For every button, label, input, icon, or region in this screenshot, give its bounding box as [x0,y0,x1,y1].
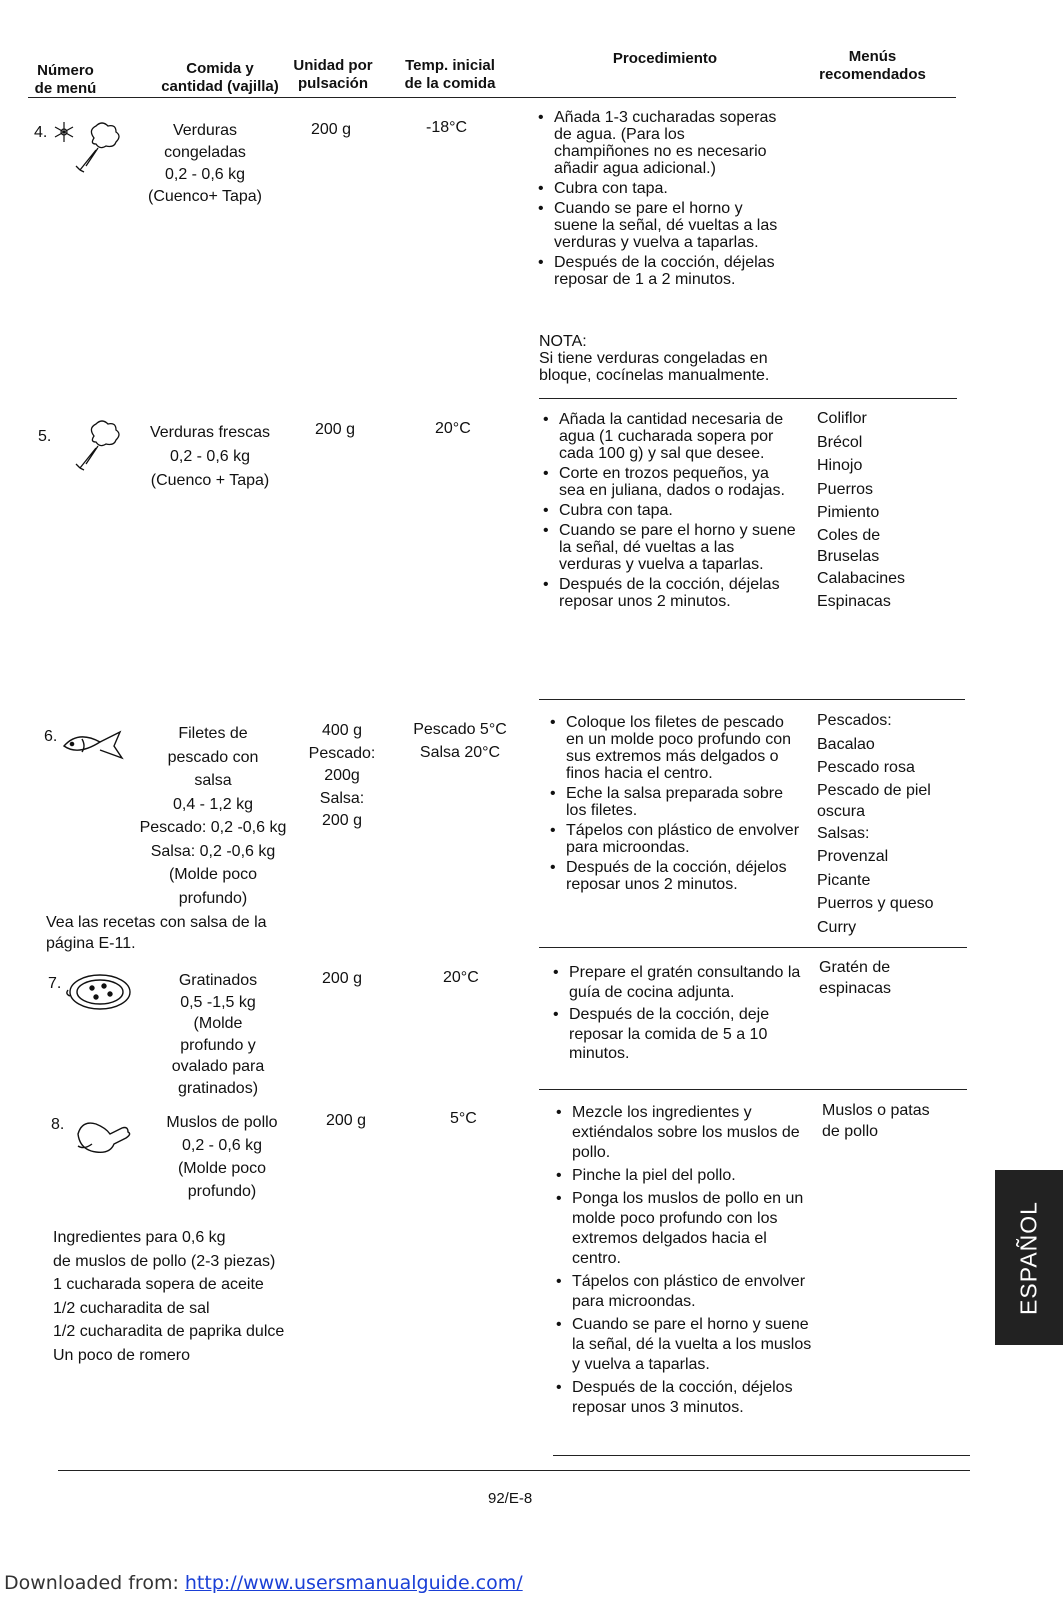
recommended-item: Pescado de piel oscura [817,781,931,820]
row6-unit: 400 g Pescado: 200g Salsa: 200 g [308,722,376,829]
page-number: 92/E-8 [488,1490,533,1507]
language-tab [995,1170,1063,1345]
row4-food: Verduras congeladas 0,2 - 0,6 kg (Cuenco+ Tapa) [148,122,262,205]
recommended-item: Coles de Bruselas [817,526,881,565]
list-item: • Añada la cantidad necesaria de agua (1 cucharada sopera por cada 100 g) y sal que desee. [539,411,799,462]
list-item: • Después de la cocción, deje reposar la comida de 5 a 10 minutos. [549,1005,809,1064]
page-bottom-rule [58,1470,970,1471]
row4-procedure-list [534,109,784,291]
row6-recommended [817,709,977,939]
header-recommended-menus: Menús recomendados [819,48,926,83]
row4-unit: 200 g [311,121,352,138]
row4-temp: -18°C [426,119,468,136]
broccoli-icon [76,123,119,172]
row7-food: Gratinados 0,5 -1,5 kg (Molde profundo y ovalado para gratinados) [171,972,265,1097]
footer-prefix: Downloaded from: [4,1572,185,1594]
list-item: • Cubra con tapa. [534,180,784,197]
recommended-item: Pescados: [817,712,892,729]
snowflake-icon [55,122,73,142]
row6-temp: Pescado 5°C Salsa 20°C [413,721,507,761]
row8-food: Muslos de pollo 0,2 - 0,6 kg (Molde poco profundo) [166,1114,278,1200]
row5-recommended [817,407,967,614]
row5-number: 5. [38,428,52,445]
recommended-item: Curry [817,918,857,936]
list-item: • Tápelos con plástico de envolver para microondas. [552,1272,812,1312]
list-item: • Después de la cocción, déjelos reposar unos 3 minutos. [552,1378,812,1418]
list-item: • Prepare el gratén consultando la guía de cocina adjunta. [549,963,809,1002]
list-item: • Cuando se pare el horno y suene la señal, dé la vuelta a los muslos y vuelva a taparlas. [552,1315,812,1375]
gratin-dish-icon [64,970,134,1014]
language-tab-label: ESPAÑOL [1015,1200,1042,1315]
row6-procedure-list [546,714,806,896]
row5-temp: 20°C [435,420,471,437]
list-item: • Después de la cocción, déjelos reposar unos 2 minutos. [546,859,806,893]
recommended-item: Gratén de espinacas [819,959,892,997]
recommended-item: Pescado rosa [817,759,915,776]
row6-food-note: Vea las recetas con salsa de la página E-11. [46,914,267,952]
row7-temp: 20°C [443,969,479,986]
recommended-item: Espinacas [817,593,891,610]
download-footer [4,1572,523,1594]
list-item: • Coloque los filetes de pescado en un molde poco profundo con sus extremos más delgados o finos hacia el centro. [546,714,806,782]
list-item: • Tápelos con plástico de envolver para microondas. [546,822,806,856]
chicken-leg-icon [72,1114,132,1160]
row7-unit: 200 g [322,970,363,987]
row6-food: Filetes de pescado con salsa 0,4 - 1,2 kg Pescado: 0,2 -0,6 kg Salsa: 0,2 -0,6 kg (Molde poco profundo) [139,725,287,907]
row6-number: 6. [44,728,58,745]
fish-icon [60,728,126,762]
row8-procedure-list [552,1103,812,1421]
row8-unit: 200 g [326,1112,367,1129]
recommended-item: Salsas: [817,824,870,842]
list-item: • Ponga los muslos de pollo en un molde poco profundo con los extremos delgados hacia el centro. [552,1189,812,1269]
row5-unit: 200 g [315,421,356,438]
row7-recommended [819,957,969,999]
recommended-item: Coliflor [817,410,867,427]
header-unit-per-press: Unidad por pulsación [293,57,373,92]
broccoli-icon [72,420,128,474]
recommended-item: Hinojo [817,457,863,474]
recommended-item: Puerros y queso [817,895,934,912]
row5-procedure-list [539,411,799,613]
row-rule [539,1089,967,1090]
recommended-item: Calabacines [817,569,906,587]
row-rule [553,1455,970,1456]
recommended-item: Bacalao [817,735,875,753]
row7-procedure-list [549,963,809,1067]
snowflake-broccoli-icon [50,120,130,180]
header-initial-temp: Temp. inicial de la comida [404,57,496,92]
list-item: • Pinche la piel del pollo. [552,1166,812,1186]
list-item: • Cuando se pare el horno y suene la señal, dé vueltas a las verduras y vuelva a taparlas. [539,522,799,573]
row7-number: 7. [48,975,62,992]
row-rule [539,699,965,700]
list-item: • Mezcle los ingredientes y extiéndalos sobre los muslos de pollo. [552,1103,812,1163]
row4-number: 4. [34,124,48,141]
header-rule [28,97,956,98]
row8-number: 8. [51,1116,65,1133]
list-item: • Corte en trozos pequeños, ya sea en juliana, dados o rodajas. [539,465,799,499]
list-item: • Eche la salsa preparada sobre los filetes. [546,785,806,819]
recommended-item: Puerros [817,480,874,498]
row8-temp: 5°C [450,1110,477,1127]
row-rule [539,398,957,399]
list-item: • Después de la cocción, déjelas reposar unos 2 minutos. [539,576,799,610]
recommended-item: Muslos o patas de pollo [822,1102,930,1140]
header-menu-number: Número de menú [34,62,97,97]
list-item: • Cuando se pare el horno y suene la señal, dé vueltas a las verduras y vuelva a taparlas. [534,200,784,251]
header-procedure: Procedimiento [612,50,718,67]
row5-food: Verduras frescas 0,2 - 0,6 kg (Cuenco + Tapa) [149,424,271,489]
row4-note: NOTA: Si tiene verduras congeladas en bloque, cocínelas manualmente. [539,333,770,384]
recommended-item: Pimiento [817,504,880,521]
list-item: • Cubra con tapa. [539,502,799,519]
row-rule [539,947,967,948]
list-item: • Añada 1-3 cucharadas soperas de agua. (Para los champiñones no es necesario añadir agua adicional.) [534,109,784,177]
recommended-item: Brécol [817,433,863,451]
list-item: • Después de la cocción, déjelas reposar de 1 a 2 minutos. [534,254,784,288]
footer-link[interactable]: http://www.usersmanualguide.com/ [184,1572,523,1594]
row8-ingredients: Ingredientes para 0,6 kg de muslos de pollo (2-3 piezas) 1 cucharada sopera de aceite 1/2 cucharadita de sal 1/2 cucharadita de paprika dulce Un poco de romero [53,1229,285,1364]
row8-recommended [822,1100,972,1142]
recommended-item: Provenzal [817,848,889,865]
header-food-quantity: Comida y cantidad (vajilla) [161,60,279,95]
recommended-item: Picante [817,871,871,889]
